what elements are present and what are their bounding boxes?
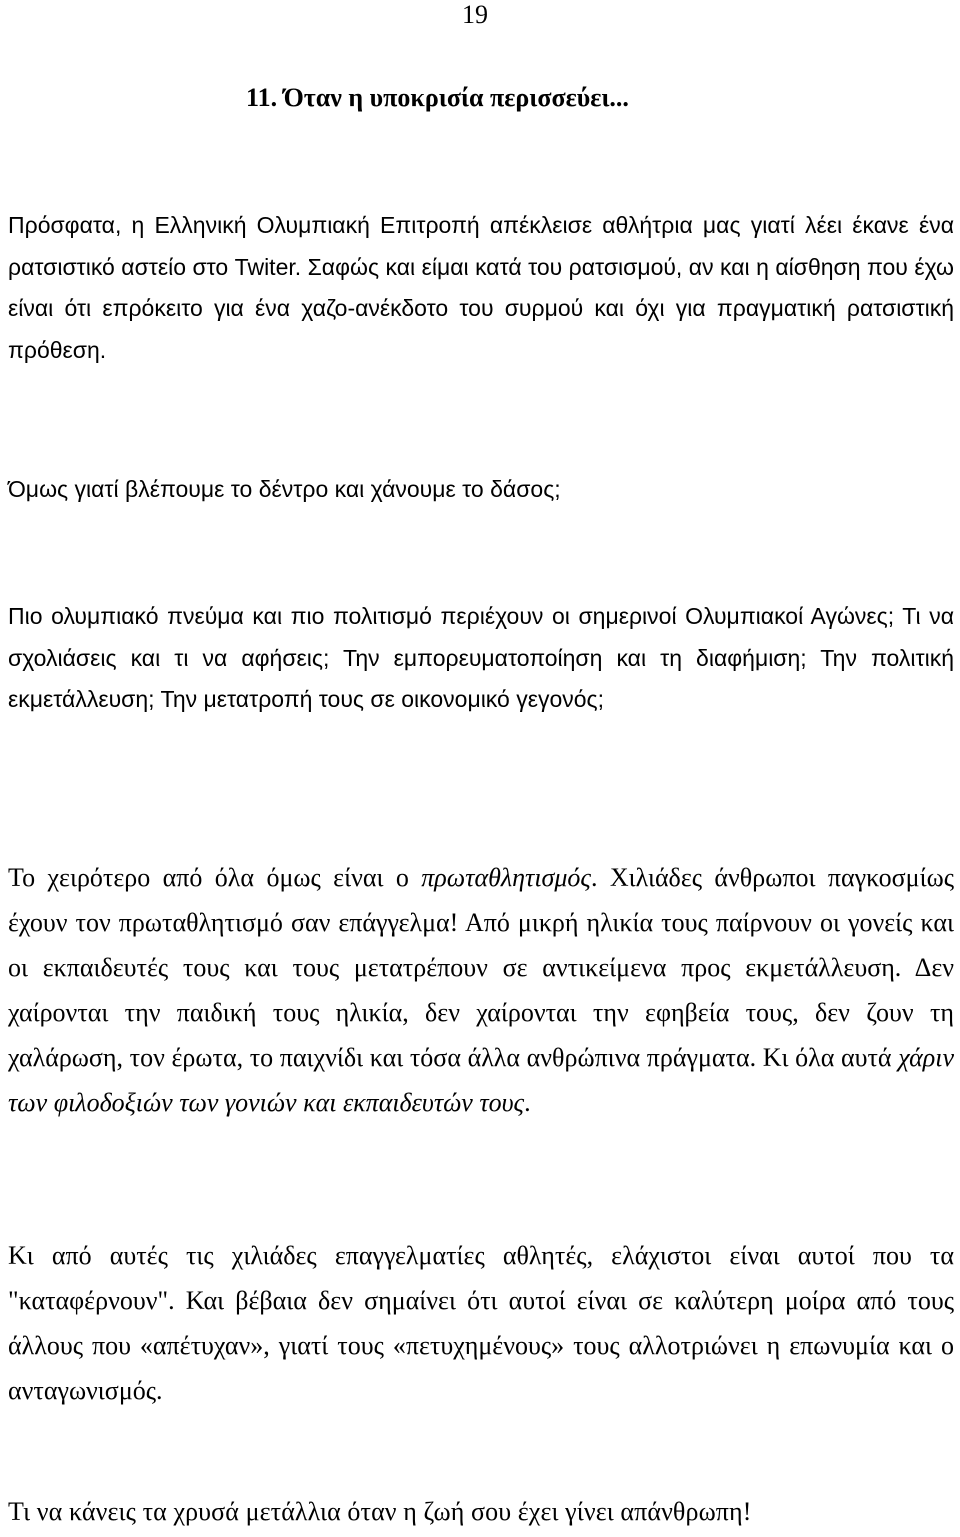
- page-number: 19: [462, 0, 488, 29]
- closing-line: Τι να κάνεις τα χρυσά μετάλλια όταν η ζωή σου έχει γίνει απάνθρωπη!: [8, 1497, 752, 1526]
- paragraph-2: Όμως γιατί βλέπουμε το δέντρο και χάνουμε το δάσος;: [8, 476, 561, 502]
- paragraph-3: Πιο ολυμπιακό πνεύμα και πιο πολιτισμό περιέχουν οι σημερινοί Ολυμπιακοί Αγώνες; Τι να σχολιάσεις και τι να αφήσεις; Την εμπορευματοποίηση και τη διαφήμιση; Την πολιτική εκμετάλλευση; Την μετατροπή τους σε οικονομικό γεγονός;: [8, 603, 954, 712]
- paragraph-4-text-c: .: [524, 1088, 531, 1117]
- paragraph-4-text-a: Το χειρότερο από όλα όμως είναι ο: [8, 863, 422, 892]
- paragraph-4-emphasis-b: χάριν των φιλοδοξιών των γονιών και εκπαιδευτών τους: [8, 1043, 954, 1117]
- paragraph-1: Πρόσφατα, η Ελληνική Ολυμπιακή Επιτροπή απέκλεισε αθλήτρια μας γιατί λέει έκανε ένα ρατσιστικό αστείο στο Twiter. Σαφώς και είμαι κατά του ρατσισμού, αν και η αίσθηση που έχω είναι ότι επρόκειτο για ένα χαζο-ανέκδοτο του συρμού και όχι για πραγματική ρατσιστική πρόθεση.: [8, 212, 954, 363]
- paragraph-4: [8, 855, 954, 1125]
- paragraph-4-text-b: . Χιλιάδες άνθρωποι παγκοσμίως έχουν τον πρωταθλητισμό σαν επάγγελμα! Από μικρή ηλικία τους παίρνουν οι γονείς και οι εκπαιδευτές τους και τους μετατρέπουν σε αντικείμενα προς εκμετάλλευση. Δεν χαίρονται την παιδική τους ηλικία, δεν χαίρονται την εφηβεία τους, δεν ζουν τη χαλάρωση, τον έρωτα, το παιχνίδι και τόσα άλλα ανθρώπινα πράγματα. Κι όλα αυτά: [8, 863, 954, 1072]
- paragraph-5: Κι από αυτές τις χιλιάδες επαγγελματίες αθλητές, ελάχιστοι είναι αυτοί που τα "καταφέρνουν". Και βέβαια δεν σημαίνει ότι αυτοί είναι σε καλύτερη μοίρα από τους άλλους που «απέτυχαν», γιατί τους «πετυχημένους» τους αλλοτριώνει η επωνυμία και ο ανταγωνισμός.: [8, 1241, 954, 1405]
- chapter-title: 11. Όταν η υποκρισία περισσεύει...: [246, 83, 629, 112]
- paragraph-4-emphasis-a: πρωταθλητισμός: [421, 863, 591, 892]
